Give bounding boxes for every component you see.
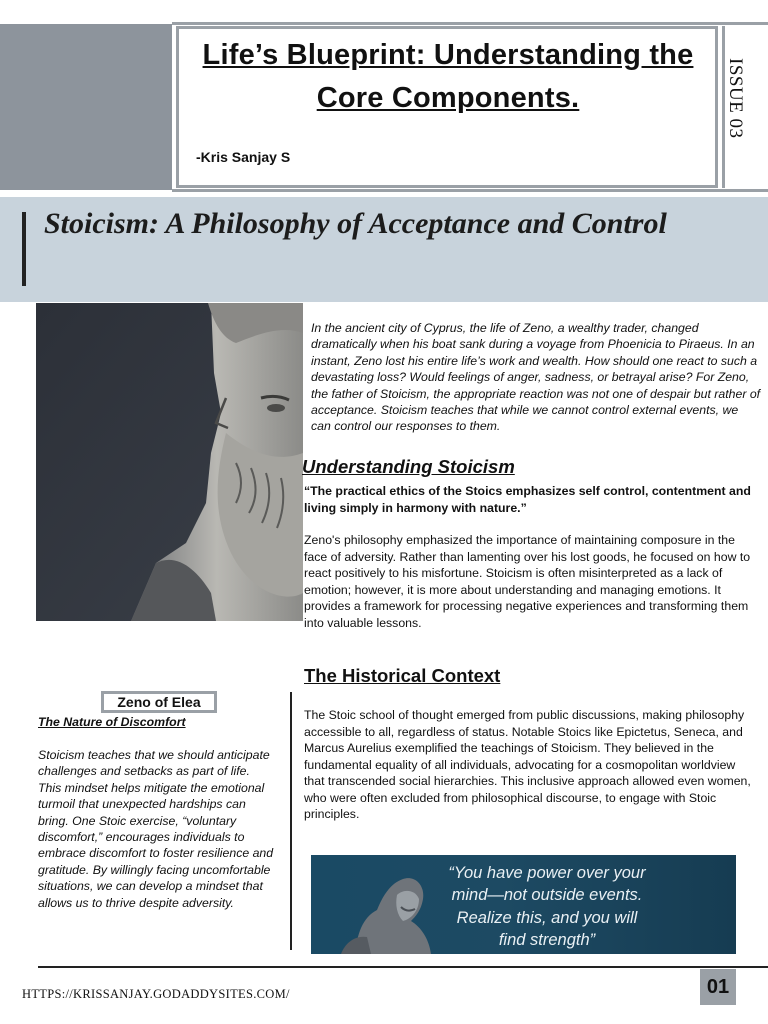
thinker-statue-image xyxy=(311,855,451,954)
footer-divider xyxy=(38,966,768,968)
issue-label: ISSUE 03 xyxy=(725,58,746,139)
author-byline: -Kris Sanjay S xyxy=(196,149,291,165)
historical-context-body: The Stoic school of thought emerged from public discussions, making philosophy accessible to all, regardless of status. Notable Stoics like Epictetus, Seneca, and Marcus Aurelius exemplified the teachings of Stoicism. They believed in the fundamental equality of all individuals, advocating for a cosmopolitan worldview that transcended social hierarchies. This inclusive approach allowed even women, who were often excluded from philosophical discourse, to engage with Stoic principles. xyxy=(304,708,751,821)
page-title: Life’s Blueprint: Understanding the Core Components. xyxy=(202,39,694,114)
intro-paragraph: In the ancient city of Cyprus, the life of Zeno, a wealthy trader, changed dramatically when his boat sank during a voyage from Phoenicia to Piraeus. In an instant, Zeno lost his entire life’s work and wealth. How should one react to such a devastating loss? Would feelings of anger, sadness, or betrayal arise? For Zeno, the father of Stoicism, the appropriate reaction was not one of despair but rather of acceptance. Stoicism teaches that while we cannot control external events, we can control our responses to them. xyxy=(311,321,761,434)
page-number: 01 xyxy=(700,969,736,1005)
banner-quote-text: “You have power over your mind—not outside events. Realize this, and you will find strength” xyxy=(448,864,646,950)
stoic-ethics-quote: “The practical ethics of the Stoics emphasizes self control, contentment and living simply in harmony with nature.” xyxy=(304,484,751,515)
understanding-body: Zeno's philosophy emphasized the importance of maintaining composure in the face of adversity. Rather than lamenting over his lost goods, he focused on how to react positively to his misfortune. Stoicism is often misinterpreted as a lack of emotion; however, it is more about understanding and managing emotions. It provides a framework for processing negative experiences and transforming them into valuable lessons. xyxy=(304,533,751,630)
image-caption: Zeno of Elea xyxy=(101,691,217,713)
historical-context-heading: The Historical Context xyxy=(304,665,501,686)
sidebar-body: Stoicism teaches that we should anticipate challenges and setbacks as part of life. This mindset helps mitigate the emotional turmoil that unexpected hardships can bring. One Stoic exercise, “voluntary discomfort,” encourages individuals to embrace discomfort to foster resilience and gratitude. By willingly facing uncomfortable situations, we can develop a mindset that allows us to thrive despite adversity. xyxy=(38,748,274,910)
column-divider xyxy=(290,692,292,950)
sidebar-heading: The Nature of Discomfort xyxy=(38,715,186,729)
website-link[interactable]: HTTPS://KRISSANJAY.GODADDYSITES.COM/ xyxy=(22,987,290,1001)
section-title: Stoicism: A Philosophy of Acceptance and Control xyxy=(44,207,667,240)
section-title-rule xyxy=(22,212,26,286)
zeno-statue-image xyxy=(36,303,303,621)
header-gray-block xyxy=(0,24,172,190)
understanding-stoicism-heading: Understanding Stoicism xyxy=(302,456,515,477)
